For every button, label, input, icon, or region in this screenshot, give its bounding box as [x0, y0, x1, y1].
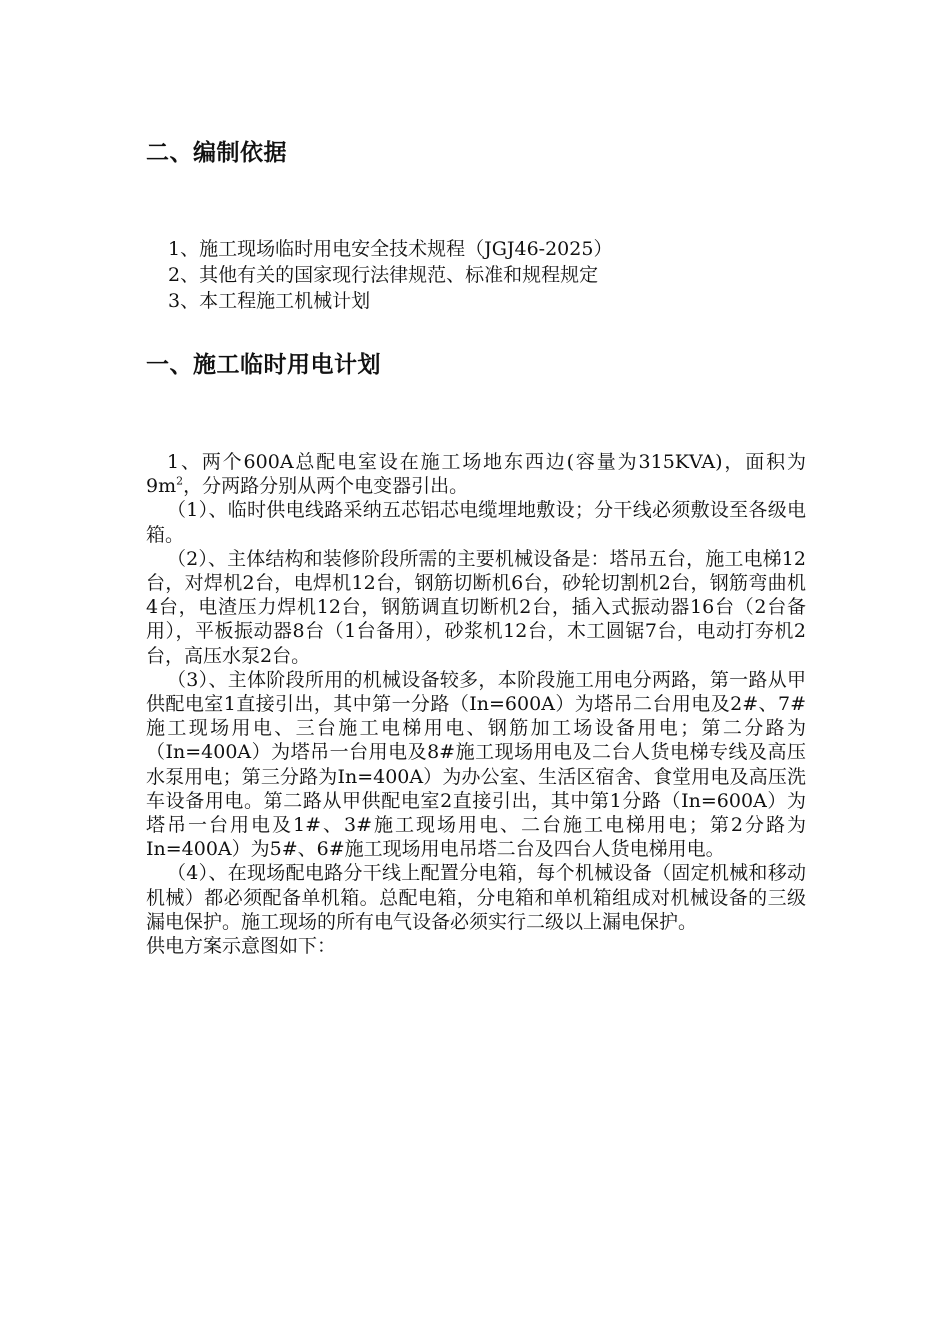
section-heading-plan: 一、施工临时用电计划: [146, 352, 381, 378]
plan-body: [146, 450, 806, 958]
paragraph-text: ，分两路分别从两个电变器引出。: [183, 475, 469, 498]
list-item: 1、施工现场临时用电安全技术规程（JGJ46-2025）: [168, 238, 613, 260]
basis-list: [168, 236, 612, 314]
paragraph-power-circuits: （3）、主体阶段所用的机械设备较多，本阶段施工用电分两路，第一路从甲供配电室1直接引出，其中第一分路（In=600A）为塔吊二台用电及2#、7#施工现场用电、三台施工电梯用电、钢筋加工场设备用电；第二分路为（In=400A）为塔吊一台用电及8#施工现场用电及二台人货电梯专线及高压水泵用电；第三分路为In=400A）为办公室、生活区宿舍、食堂用电及高压洗车设备用电。第二路从甲供配电室2直接引出，其中第1分路（In=600A）为塔吊一台用电及1#、3#施工现场用电、二台施工电梯用电；第2分路为In=400A）为5#、6#施工现场用电吊塔二台及四台人货电梯用电。: [146, 668, 806, 861]
superscript: 2: [176, 474, 184, 488]
paragraph-substation: [146, 450, 806, 498]
section-heading-basis: 二、编制依据: [146, 140, 287, 166]
paragraph-text: 1、两个600A总配电室设在施工场地东西边(容量为315KVA)，面积为9m: [146, 451, 806, 498]
paragraph-diagram-caption: 供电方案示意图如下：: [146, 935, 337, 958]
list-item: 3、本工程施工机械计划: [168, 290, 371, 312]
paragraph-cable-lines: （1）、临时供电线路采纳五芯铝芯电缆埋地敷设；分干线必须敷设至各级电箱。: [146, 499, 806, 546]
paragraph-equipment: （2）、主体结构和装修阶段所需的主要机械设备是：塔吊五台，施工电梯12台，对焊机2台，电焊机12台，钢筋切断机6台，砂轮切割机2台，钢筋弯曲机4台，电渣压力焊机12台，钢筋调直切断机2台，插入式振动器16台（2台备用），平板振动器8台（1台备用），砂浆机12台，木工圆锯7台，电动打夯机2台，高压水泵2台。: [146, 547, 806, 667]
paragraph-distribution-boxes: （4）、在现场配电路分干线上配置分电箱，每个机械设备（固定机械和移动机械）都必须配备单机箱。总配电箱，分电箱和单机箱组成对机械设备的三级漏电保护。施工现场的所有电气设备必须实行二级以上漏电保护。: [146, 862, 806, 933]
list-item: 2、其他有关的国家现行法律规范、标准和规程规定: [168, 264, 599, 286]
